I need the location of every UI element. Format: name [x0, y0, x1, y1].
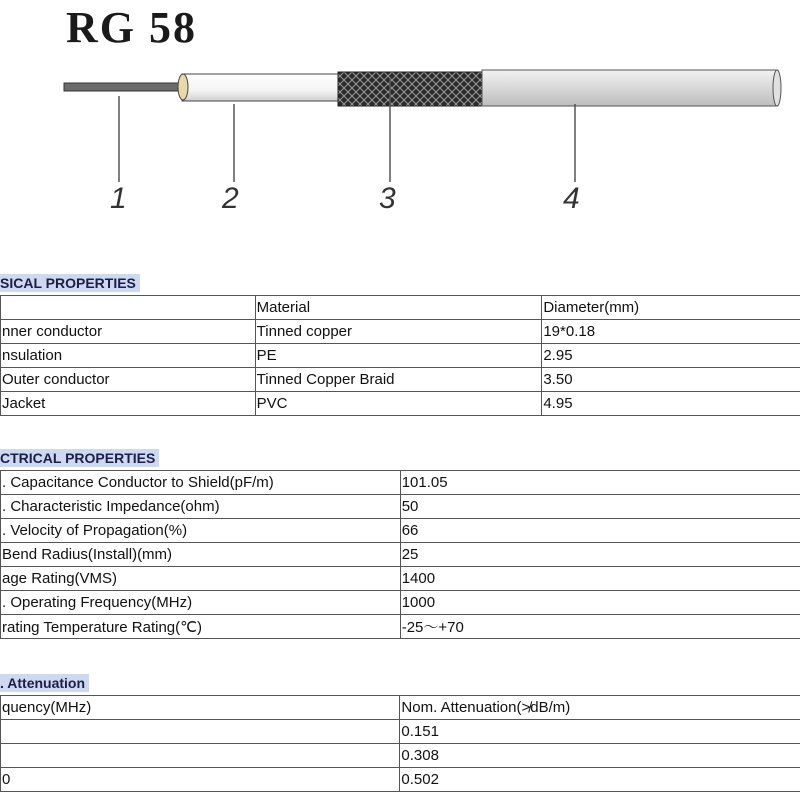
table-row [1, 471, 800, 495]
table-cell: 4.95 [542, 392, 800, 416]
table-cell: nner conductor [1, 320, 256, 344]
callout-1: 1 [110, 182, 127, 215]
attenuation-table [0, 695, 800, 792]
table-cell: Outer conductor [1, 368, 256, 392]
callout-2: 2 [222, 182, 239, 215]
table-row [1, 720, 800, 744]
table-row [1, 368, 800, 392]
table-cell [1, 720, 400, 744]
table-cell: age Rating(VMS) [1, 567, 401, 591]
table-cell: Bend Radius(Install)(mm) [1, 543, 401, 567]
table-row [1, 392, 800, 416]
table-row [1, 344, 800, 368]
table-cell: Material [255, 296, 542, 320]
table-cell: PVC [255, 392, 542, 416]
table-cell: 1400 [400, 567, 800, 591]
electrical-properties-table [0, 470, 800, 639]
table-cell: . Velocity of Propagation(%) [1, 519, 401, 543]
table-cell: PE [255, 344, 542, 368]
table-cell: Diameter(mm) [542, 296, 800, 320]
table-cell [1, 744, 400, 768]
callout-4: 4 [563, 182, 580, 215]
table-row [1, 320, 800, 344]
table-cell: -25～+70 [400, 615, 800, 639]
table-row [1, 615, 800, 639]
table-cell: 50 [400, 495, 800, 519]
table-cell: rating Temperature Rating(℃) [1, 615, 401, 639]
jacket-shape [482, 70, 778, 106]
table-cell: 0.502 [400, 768, 800, 792]
table-cell: 0 [1, 768, 400, 792]
table-cell: 101.05 [400, 471, 800, 495]
insulation-shape [182, 74, 342, 101]
table-cell: 0.151 [400, 720, 800, 744]
table-cell: 19*0.18 [542, 320, 800, 344]
table-row [1, 567, 800, 591]
table-cell: . Characteristic Impedance(ohm) [1, 495, 401, 519]
table-cell: Nom. Attenuation(≯dB/m) [400, 696, 800, 720]
table-row [1, 519, 800, 543]
table-cell: Tinned copper [255, 320, 542, 344]
table-row [1, 495, 800, 519]
electrical-properties-heading: CTRICAL PROPERTIES [0, 449, 159, 467]
table-row [1, 591, 800, 615]
product-title: RG 58 [66, 3, 197, 52]
table-cell: . Operating Frequency(MHz) [1, 591, 401, 615]
physical-properties-table [0, 295, 800, 416]
table-cell [1, 296, 256, 320]
callout-3: 3 [379, 182, 396, 215]
table-cell: 0.308 [400, 744, 800, 768]
table-row [1, 744, 800, 768]
table-cell: Tinned Copper Braid [255, 368, 542, 392]
table-cell: nsulation [1, 344, 256, 368]
inner-conductor-shape [64, 83, 184, 91]
table-cell: 1000 [400, 591, 800, 615]
table-cell: Jacket [1, 392, 256, 416]
table-cell: 3.50 [542, 368, 800, 392]
table-cell: quency(MHz) [1, 696, 400, 720]
table-row [1, 696, 800, 720]
physical-properties-heading: SICAL PROPERTIES [0, 274, 140, 292]
table-cell: 2.95 [542, 344, 800, 368]
table-cell: . Capacitance Conductor to Shield(pF/m) [1, 471, 401, 495]
table-row [1, 296, 800, 320]
attenuation-heading: . Attenuation [0, 674, 89, 692]
table-row [1, 543, 800, 567]
table-cell: 66 [400, 519, 800, 543]
table-cell: 25 [400, 543, 800, 567]
braid-shape [338, 72, 486, 106]
table-row [1, 768, 800, 792]
